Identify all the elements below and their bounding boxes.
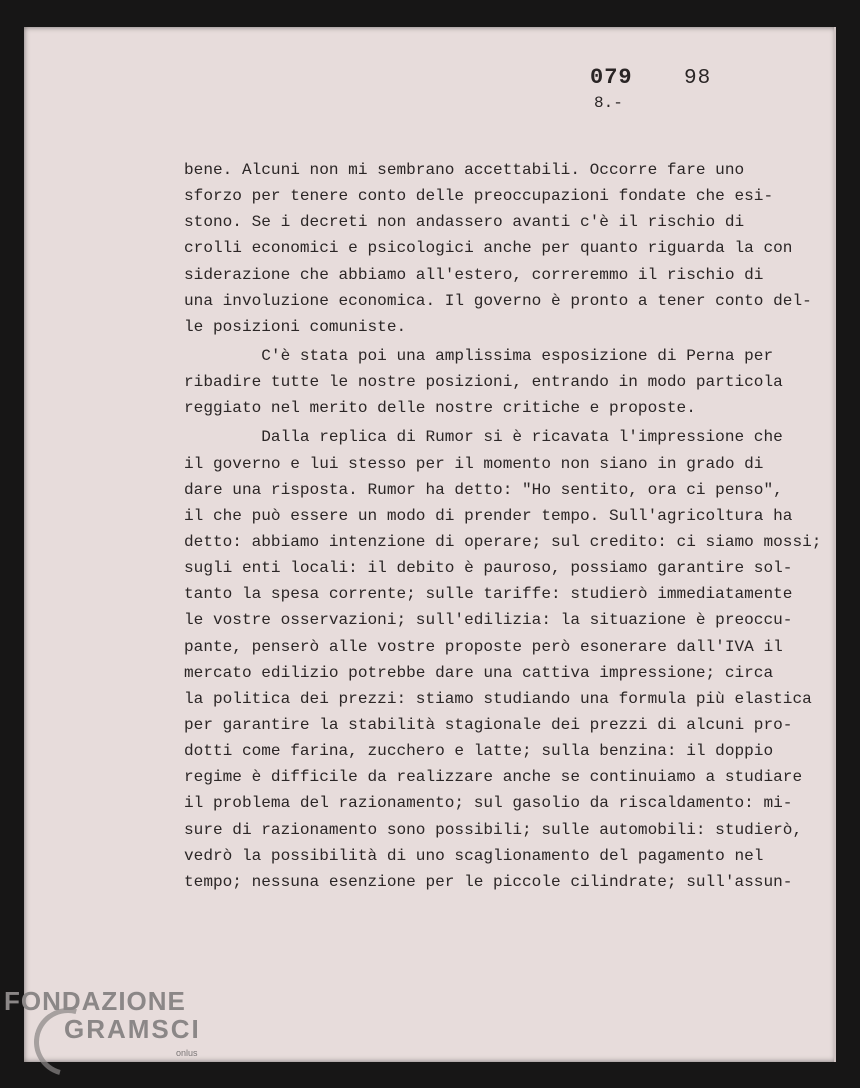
text-line: vedrò la possibilità di uno scaglionamento del pagamento nel (184, 846, 764, 865)
text-line: ribadire tutte le nostre posizioni, entrando in modo particola (184, 373, 783, 392)
text-line: dotti come farina, zucchero e latte; sulla benzina: il doppio (184, 742, 774, 761)
text-line: una involuzione economica. Il governo è pronto a tener conto del- (184, 291, 812, 310)
text-line: le posizioni comuniste. (184, 317, 407, 336)
text-line: dare una risposta. Rumor ha detto: "Ho sentito, ora ci penso", (184, 480, 783, 499)
text-line: il che può essere un modo di prender tempo. Sull'agricoltura ha (184, 506, 793, 525)
typed-body-text (184, 157, 844, 895)
text-line: tempo; nessuna esenzione per le piccole cilindrate; sull'assun- (184, 872, 793, 891)
page-label: 8.- (594, 94, 623, 112)
text-line: il governo e lui stesso per il momento non siano in grado di (184, 454, 764, 473)
text-line: sure di razionamento sono possibili; sulle automobili: studierò, (184, 820, 803, 839)
text-line: siderazione che abbiamo all'estero, correremmo il rischio di (184, 265, 764, 284)
watermark-line1: FONDAZIONE (4, 986, 186, 1016)
text-line: C'è stata poi una amplissima esposizione di Perna per (184, 346, 774, 365)
fondazione-gramsci-watermark (4, 986, 201, 1058)
text-line: mercato edilizio potrebbe dare una cattiva impressione; circa (184, 663, 774, 682)
document-page (24, 27, 836, 1062)
text-line: tanto la spesa corrente; sulle tariffe: studierò immediatamente (184, 585, 793, 604)
text-line: pante, penserò alle vostre proposte però esonerare dall'IVA il (184, 637, 783, 656)
watermark-line2: GRAMSCI (64, 1014, 201, 1044)
text-line: la politica dei prezzi: stiamo studiando una formula più elastica (184, 689, 812, 708)
text-line: per garantire la stabilità stagionale dei prezzi di alcuni pro- (184, 715, 793, 734)
text-line: sforzo per tenere conto delle preoccupazioni fondate che esi- (184, 187, 774, 206)
watermark-line3: onlus (176, 1048, 198, 1058)
archive-number: 079 (590, 65, 633, 90)
page-stamp: 98 (684, 67, 712, 90)
text-line: sugli enti locali: il debito è pauroso, possiamo garantire sol- (184, 559, 793, 578)
text-line: le vostre osservazioni; sull'edilizia: la situazione è preoccu- (184, 611, 793, 630)
text-line: regime è difficile da realizzare anche se continuiamo a studiare (184, 768, 803, 787)
text-line: il problema del razionamento; sul gasolio da riscaldamento: mi- (184, 794, 793, 813)
text-line: Dalla replica di Rumor si è ricavata l'impressione che (184, 428, 783, 447)
text-line: detto: abbiamo intenzione di operare; sul credito: ci siamo mossi; (184, 532, 822, 551)
text-line: reggiato nel merito delle nostre critiche e proposte. (184, 399, 696, 418)
text-line: stono. Se i decreti non andassero avanti c'è il rischio di (184, 213, 745, 232)
text-line: crolli economici e psicologici anche per quanto riguarda la con (184, 239, 793, 258)
text-line: bene. Alcuni non mi sembrano accettabili. Occorre fare uno (184, 161, 745, 179)
